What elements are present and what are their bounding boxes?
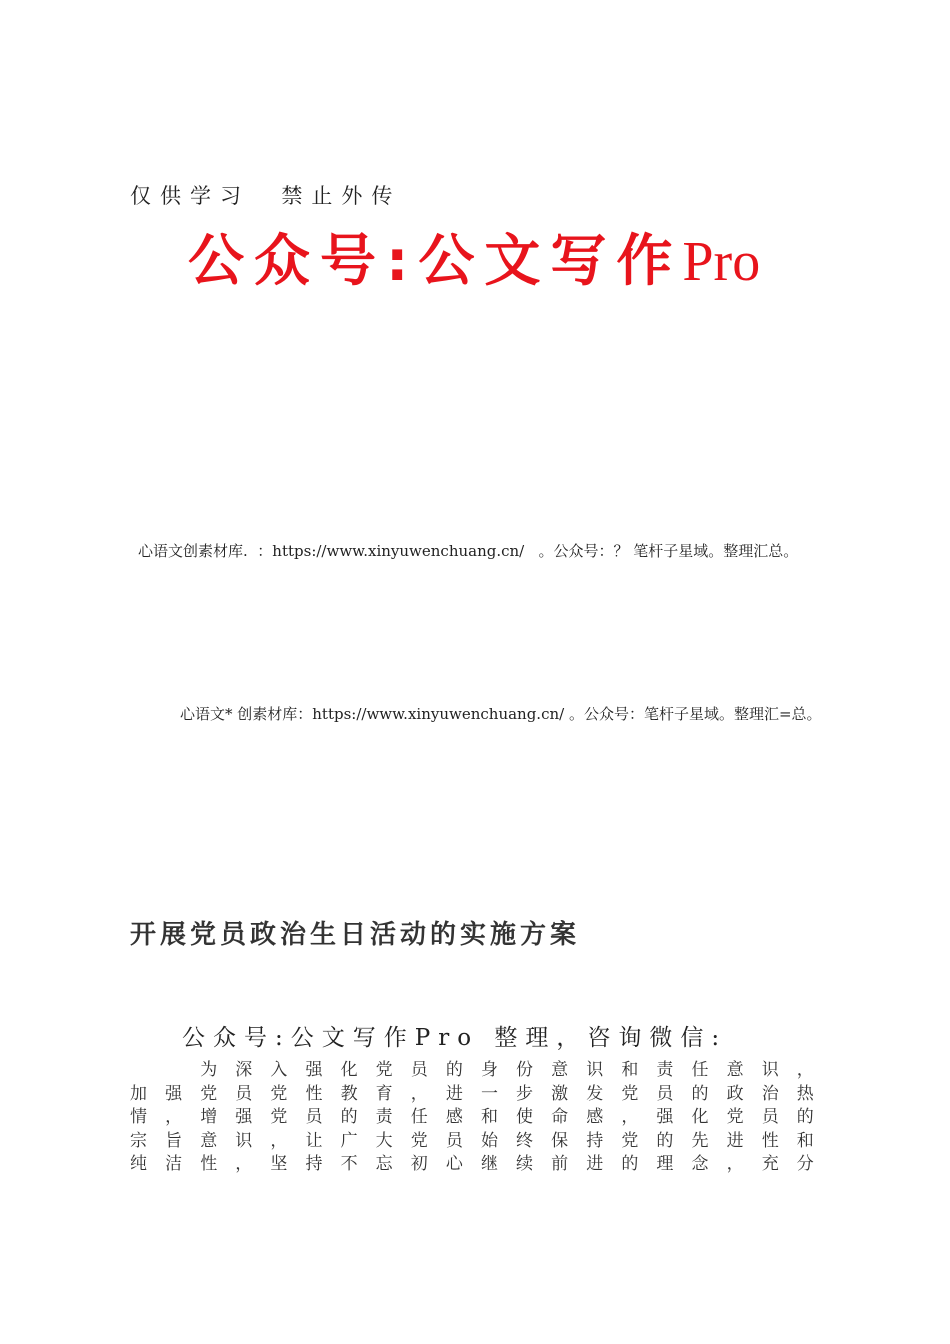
- banner-title: [188, 222, 760, 315]
- body-line: 宗 旨 意 识 ， 让 广 大 党 员 始 终 保 持 党 的 先 进 性 和: [130, 1130, 814, 1151]
- body-line: 纯 洁 性 ， 坚 持 不 忘 初 心 继 续 前 进 的 理 念 ， 充 分: [130, 1154, 814, 1174]
- body-paragraph: [130, 1059, 814, 1177]
- body-line: 为 深 入 强 化 党 员 的 身 份 意 识 和 责 任 意 识 ，: [200, 1060, 814, 1080]
- body-line: 情 ， 增 强 党 员 的 责 任 感 和 使 命 感 ， 强 化 党 员 的: [130, 1107, 814, 1127]
- banner-chinese: 公众号:公文写作: [188, 229, 683, 294]
- document-subtitle: 公众号:公文写作Pro 整理，咨询微信:: [182, 1025, 728, 1051]
- body-line: 加 强 党 员 党 性 教 育 ， 进 一 步 激 发 党 员 的 政 治 热: [130, 1083, 814, 1104]
- banner-pro: Pro: [682, 231, 761, 293]
- document-title: 开展党员政治生日活动的实施方案: [130, 920, 581, 950]
- source-line-2: 心语文* 创素材库：https://www.xinyuwenchuang.cn/ 。公众号：笔杆子星域。整理汇=总。: [180, 705, 822, 723]
- source-line-1: 心语文创素材库. ：https://www.xinyuwenchuang.cn/ 。公众号：？ 笔杆子星域。整理汇总。: [138, 542, 799, 560]
- notice-text: 仅供学习 禁止外传: [130, 184, 402, 208]
